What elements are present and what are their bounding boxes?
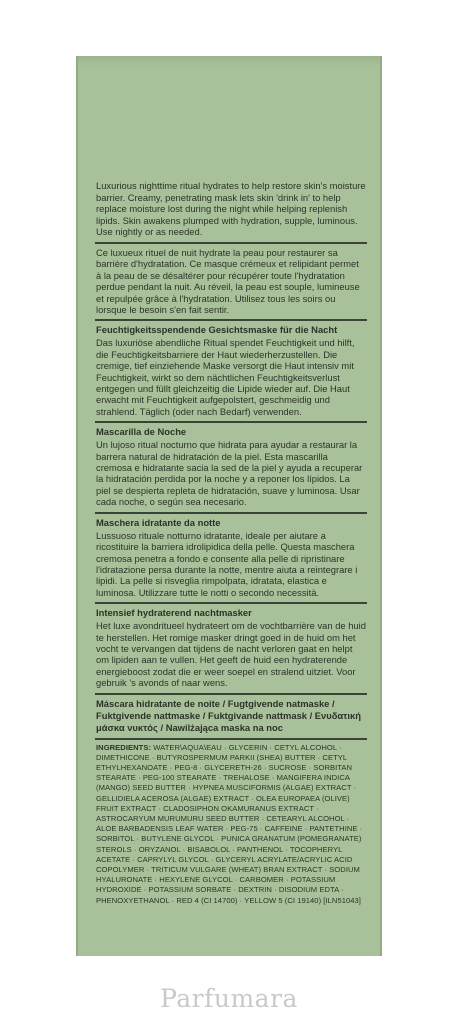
description-german: Das luxuriöse abendliche Ritual spendet Feuchtigkeit und hilft, die Feuchtigkeitsbarriere der Haut wiederherzustellen. Die cremige, tief einziehende Maske versorgt die Haut intensiv mit Feuchtigkeit, wirkt so dem nächtlichen Feuchtigkeitsverlust entgegen und füllt gleichzeitig die Lipide wieder auf. Die Haut erwacht mit Feuchtigkeit aufgepolstert, geschmeidig und strahlend. Täglich (oder nach Bedarf) verwenden. xyxy=(96,337,355,417)
description-french: Ce luxueux rituel de nuit hydrate la peau pour restaurer sa barrière d'hydratation. Ce masque crémeux et relipidant permet à la peau de se désaltérer pour récupérer toute l'hydratation perdue pendant la nuit. Au réveil, la peau est souple, lumineuse et repulpée grâce à l'hydratation. Utilisez tous les soirs ou lorsque le besoin s'en fait sentir. xyxy=(96,246,360,315)
watermark-parfumara: Parfumara xyxy=(160,984,298,1013)
divider-rule xyxy=(95,512,367,514)
heading-dutch: Intensief hydraterend nachtmasker xyxy=(96,607,252,619)
section-multilingual-names xyxy=(95,698,367,734)
divider-rule xyxy=(95,242,367,244)
section-german xyxy=(95,324,367,417)
heading-spanish: Mascarilla de Noche xyxy=(96,426,187,438)
heading-italian: Maschera idratante da notte xyxy=(96,516,221,528)
section-spanish xyxy=(95,426,367,507)
heading-multilingual-names: Máscara hidratante de noite / Fugtgivende natmaske / Fuktgivende nattmaske / Fuktgivande nattmask / Ενυδατική μάσκα νυκτός / Nawilżająca maska na noc xyxy=(96,697,361,733)
divider-rule xyxy=(95,421,367,423)
description-english: Luxurious nighttime ritual hydrates to help restore skin's moisture barrier. Creamy, penetrating mask lets skin 'drink in' to help replace moisture lost during the night while helping replenish lipids. Skin awakens plumped with hydration, supple, luminous. Use nightly or as needed. xyxy=(96,180,366,238)
section-english xyxy=(95,180,367,238)
section-french xyxy=(95,247,367,315)
section-dutch xyxy=(95,607,367,688)
description-italian: Lussuoso rituale notturno idratante, ideale per aiutare a ricostituire la barriera idrolipidica della pelle. Questa maschera cremosa penetra a fondo e consente alla pelle di ripristinare l'idratazione persa durante la notte, mentre aiuta a reintegrare i lipidi. La pelle si risveglia rimpolpata, idratata, elastica e luminosa. Utilizzare tutte le notti o secondo necessità. xyxy=(96,529,358,598)
divider-rule xyxy=(95,602,367,604)
divider-rule xyxy=(95,738,367,740)
ingredients-text: WATER\AQUA\EAU · GLYCERIN · CETYL ALCOHOL · DIMETHICONE · BUTYROSPERMUM PARKII (SHEA) BUTTER · CETYL ETHYLHEXANOATE · PEG-8 · GLYCERETH-26 · SUCROSE · SORBITAN STEARATE · PEG-100 STEARATE · TREHALOSE · MANGIFERA INDICA (MANGO) SEED BUTTER · HYPNEA MUSCIFORMIS (ALGAE) EXTRACT · GELLIDIELA ACEROSA (ALGAE) EXTRACT · OLEA EUROPAEA (OLIVE) FRUIT EXTRACT · CLADOSIPHON OKAMURANUS EXTRACT · ASTROCARYUM MURUMURU SEED BUTTER · CETEARYL ALCOHOL · ALOE BARBADENSIS LEAF WATER · PEG-75 · CAFFEINE · PANTETHINE · SORBITOL · BUTYLENE GLYCOL · PUNICA GRANATUM (POMEGRANATE) STEROLS · ORYZANOL · BISABOLOL · PANTHENOL · TOCOPHERYL ACETATE · CAPRYLYL GLYCOL · GLYCERYL ACRYLATE/ACRYLIC ACID COPOLYMER · TRITICUM VULGARE (WHEAT) BRAN EXTRACT · SODIUM HYALURONATE · HEXYLENE GLYCOL · CARBOMER · POTASSIUM HYDROXIDE · POTASSIUM SORBATE · DEXTRIN · DISODIUM EDTA · PHENOXYETHANOL · RED 4 (CI 14700) · YELLOW 5 (CI 19140) [ILN51043] xyxy=(96,742,363,905)
label-text-block xyxy=(95,180,367,906)
section-italian xyxy=(95,517,367,598)
ingredients-label: INGREDIENTS: xyxy=(96,742,152,752)
ingredients-list xyxy=(95,743,367,906)
heading-german: Feuchtigkeitsspendende Gesichtsmaske für die Nacht xyxy=(96,324,338,336)
divider-rule xyxy=(95,693,367,695)
divider-rule xyxy=(95,319,367,321)
product-box-panel xyxy=(76,56,382,956)
description-dutch: Het luxe avondritueel hydrateert om de vochtbarrière van de huid te herstellen. Het romige masker dringt goed in de huid om het vocht te vervangen dat tijdens de nacht verloren gaat en helpt om lipiden aan te vullen. Het geeft de huid een hydraterende energieboost zodat die er weer soepel en stralend uitziet. Voor gebruik 's avonds of naar wens. xyxy=(96,620,366,689)
description-spanish: Un lujoso ritual nocturno que hidrata para ayudar a restaurar la barrera natural de hidratación de la piel. Esta mascarilla cremosa e hidratante sacia la sed de la piel y ayuda a recuperar la hidratación perdida por la noche y a reponer los lípidos. La piel se despierta repleta de hidratación, suave y luminosa. Usar cada noche, o según sea necesario. xyxy=(96,439,363,508)
